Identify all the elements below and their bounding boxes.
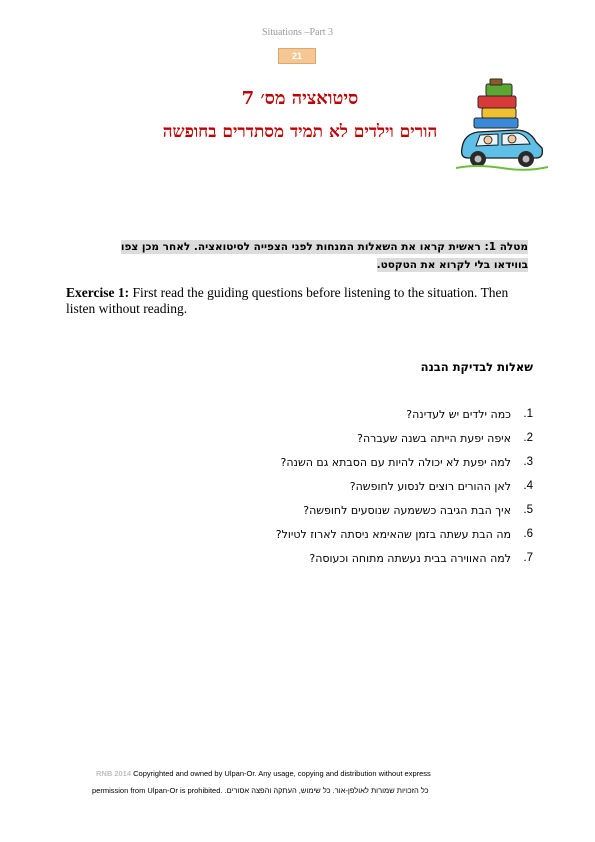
copyright-english-part: permission from Ulpan-Or is prohibited. — [92, 786, 223, 795]
exercise-text: First read the guiding questions before listening to the situation. Then listen without reading. — [66, 285, 509, 316]
question-number: 1. — [523, 408, 533, 420]
rnb-mark: RNB 2014 — [96, 769, 132, 778]
question-text: איפה יפעת הייתה בשנה שעברה? — [357, 431, 511, 445]
copyright-footer-mixed — [92, 786, 527, 795]
question-text: מה הבת עשתה בזמן שהאימא ניסתה לארוז לטיול? — [275, 527, 511, 541]
question-number: 7. — [523, 552, 533, 564]
question-number: 4. — [523, 480, 533, 492]
page-number-badge: 21 — [278, 48, 316, 64]
questions-list — [213, 402, 533, 570]
task-hebrew-line-1: מטלה 1: ראשית קראו את השאלות המנחות לפני הצפייה לסיטואציה. לאחר מכן צפו — [120, 241, 528, 253]
exercise-label: Exercise 1: — [66, 285, 130, 300]
list-item — [213, 402, 533, 426]
list-item — [213, 474, 533, 498]
situation-number: סיטואציה מס׳ 7 — [241, 88, 359, 109]
task-instruction-hebrew — [66, 238, 528, 274]
question-text: למה יפעת לא יכולה להיות עם הסבתא גם השנה? — [280, 455, 511, 469]
car-with-luggage-illustration — [456, 78, 548, 174]
question-number: 2. — [523, 432, 533, 444]
question-text: כמה ילדים יש לעדינה? — [406, 407, 511, 421]
running-header: Situations –Part 3 — [261, 27, 334, 38]
situation-title: הורים וילדים לא תמיד מסתדרים בחופשה — [162, 122, 438, 142]
task-instruction-english — [66, 285, 536, 317]
question-text: למה האווירה בבית נעשתה מתוחה וכעוסה? — [309, 551, 511, 565]
task-hebrew-line-2: בווידאו בלי לקרוא את הטקסט. — [376, 259, 528, 271]
copyright-hebrew-part: כל הזכויות שמורות לאולפן-אור. כל שימוש, העתקה והפצה אסורים. — [224, 786, 429, 795]
list-item — [213, 450, 533, 474]
question-number: 6. — [523, 528, 533, 540]
question-text: איך הבת הגיבה כששמעה שנוסעים לחופשה? — [303, 503, 511, 517]
question-text: לאן ההורים רוצים לנסוע לחופשה? — [349, 479, 511, 493]
list-item — [213, 522, 533, 546]
copyright-text: Copyrighted and owned by Ulpan-Or. Any usage, copying and distribution without express — [131, 769, 431, 778]
list-item — [213, 426, 533, 450]
questions-heading: שאלות לבדיקת הבנה — [420, 360, 533, 374]
list-item — [213, 498, 533, 522]
question-number: 3. — [523, 456, 533, 468]
copyright-footer-english — [96, 769, 526, 778]
question-number: 5. — [523, 504, 533, 516]
list-item — [213, 546, 533, 570]
